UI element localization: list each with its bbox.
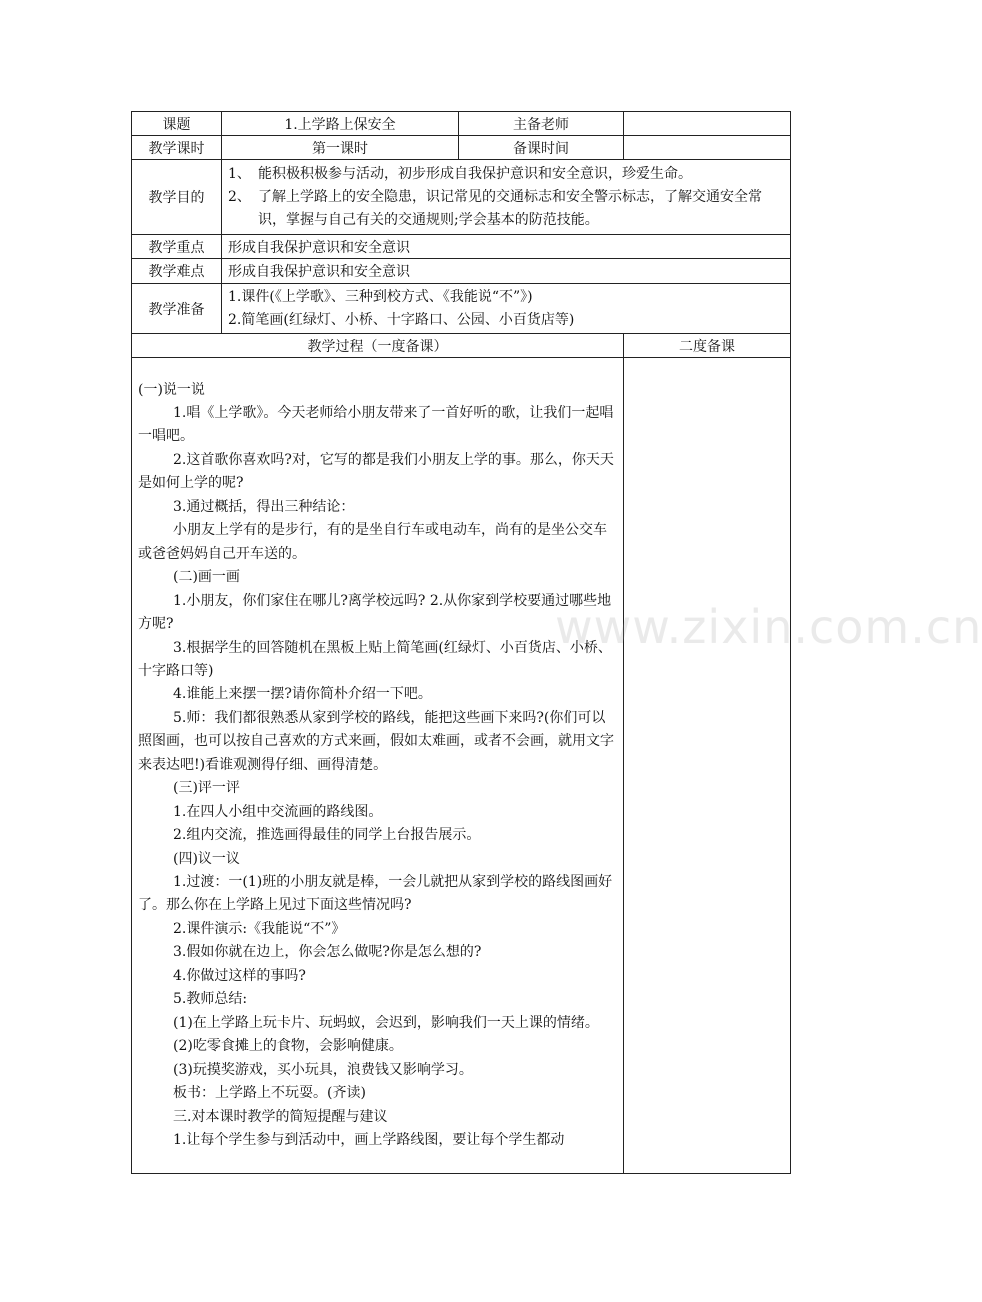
row-preparation xyxy=(132,284,791,334)
process-paragraph: 5.教师总结: xyxy=(173,991,248,1008)
objective-item xyxy=(228,186,784,232)
teacher-value xyxy=(624,112,791,136)
process-paragraph: 3.假如你就在边上，你会怎么做呢?你是怎么想的? xyxy=(173,944,482,961)
process-paragraph: 2.这首歌你喜欢吗?对，它写的都是我们小朋友上学的事。那么，你天天是如何上学的呢? xyxy=(138,451,614,492)
preparation-line: 1.课件(《上学歌》、三种到校方式、《我能说“不”》) xyxy=(228,288,533,305)
blackboard-note: 板书：上学路上不玩耍。(齐读) xyxy=(173,1085,366,1102)
process-paragraph: 4.谁能上来摆一摆?请你简朴介绍一下吧。 xyxy=(173,686,432,703)
section-heading: 三.对本课时教学的简短提醒与建议 xyxy=(173,1108,388,1125)
topic-label: 课题 xyxy=(132,112,222,136)
teacher-label: 主备老师 xyxy=(459,112,624,136)
preparation-cell xyxy=(222,284,791,334)
objectives-label: 教学目的 xyxy=(132,160,222,235)
second-prep-content xyxy=(624,358,791,1174)
process-paragraph: 1.小朋友，你们家住在哪儿?离学校远吗? 2.从你家到学校要通过哪些地方呢? xyxy=(138,592,612,633)
row-difficulty xyxy=(132,259,791,284)
preparation-line: 2.简笔画(红绿灯、小桥、十字路口、公园、小百货店等) xyxy=(228,311,575,328)
lesson-plan-table xyxy=(131,111,791,1174)
row-objectives xyxy=(132,160,791,235)
process-paragraph: 小朋友上学有的是步行，有的是坐自行车或电动车，尚有的是坐公交车或爸爸妈妈自己开车送的。 xyxy=(138,522,607,562)
objective-text: 了解上学路上的安全隐患，识记常见的交通标志和安全警示标志，了解交通安全常识，掌握与自己有关的交通规则;学会基本的防范技能。 xyxy=(258,188,762,228)
process-paragraph: (2)吃零食摊上的食物，会影响健康。 xyxy=(173,1038,403,1055)
process-paragraph: 3.根据学生的回答随机在黑板上贴上简笔画(红绿灯、小百货店、小桥、十字路口等) xyxy=(138,639,612,679)
prep-time-value xyxy=(624,136,791,160)
second-prep-header: 二度备课 xyxy=(624,334,791,358)
process-content xyxy=(132,358,624,1174)
objective-item xyxy=(228,163,784,186)
process-paragraph: 4.你做过这样的事吗? xyxy=(173,967,306,984)
process-paragraph: 1.在四人小组中交流画的路线图。 xyxy=(173,803,383,820)
period-value: 第一课时 xyxy=(222,136,459,160)
topic-value: 1.上学路上保安全 xyxy=(222,112,459,136)
process-paragraph: 2.课件演示:《我能说“不”》 xyxy=(173,920,346,937)
section-heading: (一)说一说 xyxy=(138,381,205,398)
process-paragraph: 1.唱《上学歌》。今天老师给小朋友带来了一首好听的歌，让我们一起唱一唱吧。 xyxy=(138,404,614,445)
period-label: 教学课时 xyxy=(132,136,222,160)
objective-num: 2、 xyxy=(228,188,251,205)
row-process-body xyxy=(132,358,791,1174)
row-topic xyxy=(132,112,791,136)
section-heading: (三)评一评 xyxy=(173,780,240,797)
row-process-header xyxy=(132,334,791,358)
prep-time-label: 备课时间 xyxy=(459,136,624,160)
objectives-cell xyxy=(222,160,791,235)
process-paragraph: 2.组内交流，推选画得最佳的同学上台报告展示。 xyxy=(173,827,481,844)
objective-num: 1、 xyxy=(228,165,251,182)
process-paragraph: 3.通过概括，得出三种结论： xyxy=(173,498,355,515)
watermark-text: www.zixin.com.cn xyxy=(555,600,982,654)
focus-value: 形成自我保护意识和安全意识 xyxy=(222,235,791,259)
process-paragraph: (1)在上学路上玩卡片、玩蚂蚁，会迟到，影响我们一天上课的情绪。 xyxy=(173,1014,599,1031)
process-paragraph: 1.让每个学生参与到活动中，画上学路线图，要让每个学生都动 xyxy=(173,1132,565,1149)
preparation-label: 教学准备 xyxy=(132,284,222,334)
process-paragraph: 1.过渡：一(1)班的小朋友就是棒，一会儿就把从家到学校的路线图画好了。那么你在上学路上见过下面这些情况吗? xyxy=(138,874,613,914)
row-focus xyxy=(132,235,791,259)
process-paragraph: 5.师：我们都很熟悉从家到学校的路线，能把这些画下来吗?(你们可以照图画，也可以按自己喜欢的方式来画，假如太难画，或者不会画，就用文字来表达吧!)看谁观测得仔细、画得清楚。 xyxy=(138,709,614,773)
difficulty-value: 形成自我保护意识和安全意识 xyxy=(222,259,791,284)
process-header: 教学过程（一度备课） xyxy=(132,334,624,358)
focus-label: 教学重点 xyxy=(132,235,222,259)
objective-text: 能积极积极参与活动，初步形成自我保护意识和安全意识，珍爱生命。 xyxy=(258,165,692,182)
section-heading: (四)议一议 xyxy=(173,850,240,867)
process-paragraph: (3)玩摸奖游戏，买小玩具，浪费钱又影响学习。 xyxy=(173,1061,473,1078)
difficulty-label: 教学难点 xyxy=(132,259,222,284)
section-heading: (二)画一画 xyxy=(173,569,240,586)
row-period xyxy=(132,136,791,160)
